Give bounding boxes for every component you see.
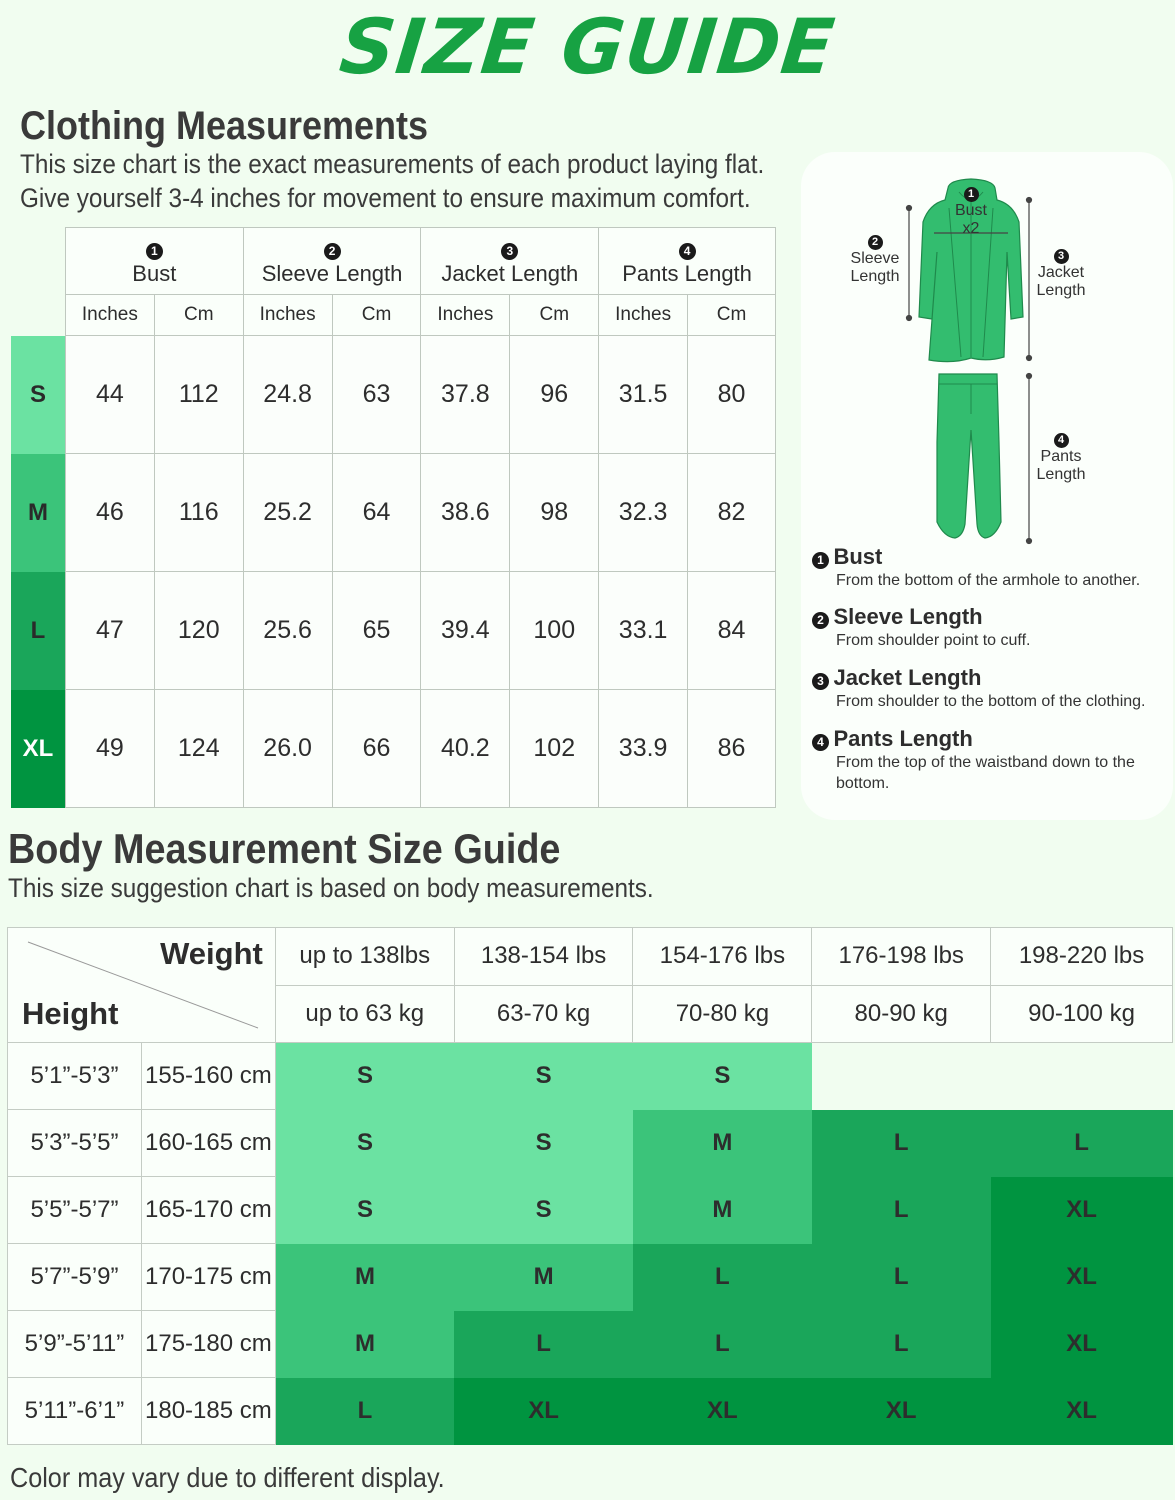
table-cell: 40.2	[421, 690, 510, 808]
number-badge-1: 1	[812, 552, 829, 569]
number-badge-1: 1	[146, 243, 163, 260]
table-row	[11, 454, 776, 572]
height-cm-cell: 155-160 cm	[141, 1043, 275, 1110]
size-cell: XL	[991, 1311, 1173, 1378]
size-cell: XL	[454, 1378, 633, 1445]
definition-jacket-length	[812, 665, 1168, 712]
diagram-bust-x2: x2	[962, 220, 980, 237]
number-badge-2: 2	[812, 612, 829, 629]
table-cell: 25.6	[243, 572, 332, 690]
diagram-jacket-text-2: Length	[1036, 282, 1086, 299]
column-header-sleeve-length	[243, 228, 421, 295]
height-cm-cell: 170-175 cm	[141, 1244, 275, 1311]
clothing-subtext-1: This size chart is the exact measurements of each product laying flat.	[20, 149, 765, 179]
unit-header: Inches	[421, 295, 510, 336]
weight-lbs-header: 138-154 lbs	[454, 928, 633, 986]
table-row	[11, 336, 776, 454]
number-badge-3: 3	[501, 243, 518, 260]
number-badge-2: 2	[324, 243, 341, 260]
table-cell: 47	[65, 572, 154, 690]
height-label: Height	[22, 996, 119, 1031]
unit-header: Cm	[154, 295, 243, 336]
definition-term: Sleeve Length	[833, 604, 983, 629]
column-header-label: Jacket Length	[441, 261, 579, 286]
size-cell: L	[633, 1311, 812, 1378]
table-cell: 46	[65, 454, 154, 572]
size-cell: M	[633, 1177, 812, 1244]
table-cell: 112	[154, 336, 243, 454]
definition-bust	[812, 544, 1168, 591]
body-size-table	[7, 927, 1173, 1445]
weight-lbs-header: 198-220 lbs	[991, 928, 1173, 986]
size-cell: M	[454, 1244, 633, 1311]
definition-desc-2: bottom.	[836, 775, 890, 792]
definition-term: Pants Length	[833, 726, 973, 751]
height-ft-cell: 5’1”-5’3”	[8, 1043, 142, 1110]
size-cell: L	[991, 1110, 1173, 1177]
definition-desc: From the bottom of the armhole to another.	[836, 572, 1141, 589]
definition-sleeve-length	[812, 604, 1168, 651]
column-header-pants-length	[599, 228, 776, 295]
size-cell: L	[633, 1244, 812, 1311]
number-badge-3: 3	[1054, 249, 1069, 264]
unit-header: Cm	[332, 295, 421, 336]
size-cell: M	[275, 1311, 454, 1378]
number-badge-1: 1	[964, 187, 979, 202]
weight-label: Weight	[160, 936, 263, 971]
table-cell: 25.2	[243, 454, 332, 572]
height-cm-cell: 165-170 cm	[141, 1177, 275, 1244]
weight-lbs-header: 176-198 lbs	[812, 928, 991, 986]
column-header-label: Bust	[132, 261, 177, 286]
unit-header: Inches	[599, 295, 688, 336]
height-ft-cell: 5’3”-5’5”	[8, 1110, 142, 1177]
table-row	[8, 1378, 1173, 1445]
table-cell: 84	[688, 572, 776, 690]
table-cell: 44	[65, 336, 154, 454]
number-badge-3: 3	[812, 673, 829, 690]
height-cm-cell: 160-165 cm	[141, 1110, 275, 1177]
size-label-xl: XL	[11, 690, 65, 808]
height-cm-cell: 175-180 cm	[141, 1311, 275, 1378]
table-cell: 66	[332, 690, 421, 808]
table-cell: 124	[154, 690, 243, 808]
table-row	[8, 1311, 1173, 1378]
diagram-pants-text-2: Length	[1036, 466, 1086, 483]
column-header-label: Sleeve Length	[261, 261, 403, 286]
table-cell: 102	[510, 690, 599, 808]
diagram-label-bust	[948, 184, 994, 238]
size-cell: L	[812, 1177, 991, 1244]
weight-kg-header: 80-90 kg	[812, 985, 991, 1043]
diagram-label-pants	[1031, 430, 1091, 484]
table-cell: 26.0	[243, 690, 332, 808]
size-cell: XL	[812, 1378, 991, 1445]
table-row	[8, 1043, 1173, 1110]
table-cell: 38.6	[421, 454, 510, 572]
table-cell: 32.3	[599, 454, 688, 572]
number-badge-4: 4	[679, 243, 696, 260]
size-cell: M	[633, 1110, 812, 1177]
unit-header: Inches	[243, 295, 332, 336]
table-cell: 24.8	[243, 336, 332, 454]
table-cell: 39.4	[421, 572, 510, 690]
size-cell-empty	[991, 1043, 1173, 1110]
diagram-bust-text: Bust	[954, 202, 987, 219]
height-ft-cell: 5’5”-5’7”	[8, 1177, 142, 1244]
number-badge-4: 4	[1054, 433, 1069, 448]
weight-lbs-header: up to 138lbs	[275, 928, 454, 986]
weight-kg-header: up to 63 kg	[275, 985, 454, 1043]
diagram-label-jacket	[1031, 246, 1091, 300]
size-cell: L	[812, 1110, 991, 1177]
number-badge-2: 2	[868, 235, 883, 250]
size-label-s: S	[11, 336, 65, 454]
size-label-l: L	[11, 572, 65, 690]
table-row	[8, 1244, 1173, 1311]
definition-desc: From shoulder to the bottom of the clothing.	[836, 693, 1146, 710]
clothing-heading: Clothing Measurements	[20, 104, 429, 148]
table-cell: 116	[154, 454, 243, 572]
table-cell: 31.5	[599, 336, 688, 454]
clothing-subtext-2: Give yourself 3-4 inches for movement to ensure maximum comfort.	[20, 183, 751, 213]
size-cell: M	[275, 1244, 454, 1311]
size-cell: S	[275, 1110, 454, 1177]
definition-term: Bust	[833, 544, 883, 569]
size-cell: L	[275, 1378, 454, 1445]
unit-header: Cm	[688, 295, 776, 336]
number-badge-4: 4	[812, 734, 829, 751]
clothing-measurements-table	[11, 227, 776, 808]
table-cell: 33.9	[599, 690, 688, 808]
size-cell: XL	[633, 1378, 812, 1445]
size-cell: S	[275, 1177, 454, 1244]
corner-cell	[11, 228, 65, 336]
size-cell: XL	[991, 1244, 1173, 1311]
weight-kg-header: 63-70 kg	[454, 985, 633, 1043]
size-cell: L	[812, 1311, 991, 1378]
diagram-sleeve-text: Sleeve	[850, 250, 900, 267]
table-cell: 98	[510, 454, 599, 572]
column-header-jacket-length	[421, 228, 599, 295]
table-cell: 33.1	[599, 572, 688, 690]
pants-illustration	[937, 374, 1001, 538]
height-cm-cell: 180-185 cm	[141, 1378, 275, 1445]
table-cell: 37.8	[421, 336, 510, 454]
weight-kg-header: 70-80 kg	[633, 985, 812, 1043]
table-cell: 100	[510, 572, 599, 690]
table-cell: 80	[688, 336, 776, 454]
size-cell-empty	[812, 1043, 991, 1110]
size-cell: XL	[991, 1378, 1173, 1445]
diagram-label-sleeve	[843, 232, 907, 286]
size-cell: S	[275, 1043, 454, 1110]
size-cell: L	[812, 1244, 991, 1311]
table-cell: 49	[65, 690, 154, 808]
height-ft-cell: 5’7”-5’9”	[8, 1244, 142, 1311]
diagram-jacket-text: Jacket	[1037, 264, 1085, 281]
diagram-pants-text: Pants	[1040, 448, 1082, 465]
table-cell: 63	[332, 336, 421, 454]
table-cell: 64	[332, 454, 421, 572]
size-cell: S	[454, 1177, 633, 1244]
size-cell: XL	[991, 1177, 1173, 1244]
table-row	[8, 1177, 1173, 1244]
body-subtext: This size suggestion chart is based on body measurements.	[8, 873, 654, 903]
table-cell: 120	[154, 572, 243, 690]
size-label-m: M	[11, 454, 65, 572]
size-cell: S	[454, 1043, 633, 1110]
height-ft-cell: 5’11”-6’1”	[8, 1378, 142, 1445]
table-cell: 82	[688, 454, 776, 572]
table-cell: 65	[332, 572, 421, 690]
weight-lbs-header: 154-176 lbs	[633, 928, 812, 986]
size-cell: L	[454, 1311, 633, 1378]
footer-note: Color may vary due to different display.	[10, 1462, 445, 1493]
definition-desc: From the top of the waistband down to the	[836, 754, 1135, 771]
definition-term: Jacket Length	[833, 665, 982, 690]
size-cell: S	[454, 1110, 633, 1177]
diagram-sleeve-text-2: Length	[850, 268, 900, 285]
table-cell: 86	[688, 690, 776, 808]
table-row	[11, 572, 776, 690]
size-cell: S	[633, 1043, 812, 1110]
unit-header: Inches	[65, 295, 154, 336]
column-header-bust	[65, 228, 243, 295]
definition-pants-length	[812, 726, 1168, 794]
column-header-label: Pants Length	[622, 261, 752, 286]
height-ft-cell: 5’9”-5’11”	[8, 1311, 142, 1378]
weight-kg-header: 90-100 kg	[991, 985, 1173, 1043]
table-cell: 96	[510, 336, 599, 454]
definition-desc: From shoulder point to cuff.	[836, 632, 1031, 649]
body-heading: Body Measurement Size Guide	[8, 825, 561, 872]
unit-header: Cm	[510, 295, 599, 336]
table-row	[8, 1110, 1173, 1177]
weight-height-corner	[8, 928, 276, 1043]
page-title: SIZE GUIDE	[335, 2, 840, 91]
table-row	[11, 690, 776, 808]
